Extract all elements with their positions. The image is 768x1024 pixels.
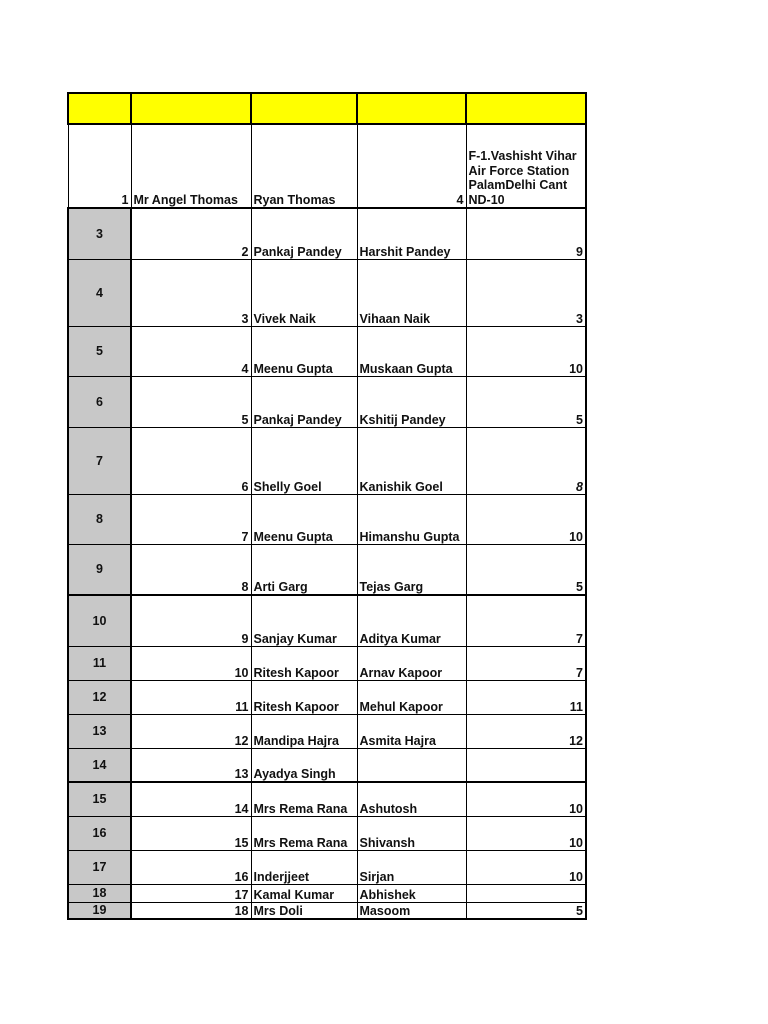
parent-name-cell[interactable]: Meenu Gupta [251,326,357,376]
spreadsheet-table [67,92,587,920]
child-name-cell[interactable]: Abhishek [357,884,466,902]
class-cell[interactable]: 7 [466,595,586,646]
row-header[interactable]: 17 [68,850,131,884]
table-row [68,595,586,646]
parent-name-cell[interactable]: Mandipa Hajra [251,714,357,748]
table-row [68,646,586,680]
address-cell[interactable]: F-1.Vashisht Vihar Air Force Station PalamDelhi Cant ND-10 [466,124,586,208]
class-cell[interactable] [466,884,586,902]
serial-cell[interactable]: 11 [131,680,251,714]
row-header[interactable]: 8 [68,494,131,544]
class-cell[interactable]: 10 [466,850,586,884]
class-cell[interactable]: 10 [466,326,586,376]
header-cell[interactable] [466,93,586,124]
table-row [68,326,586,376]
header-cell[interactable] [251,93,357,124]
parent-name-cell[interactable]: Pankaj Pandey [251,208,357,259]
class-cell[interactable]: 5 [466,544,586,595]
parent-name-cell[interactable]: Vivek Naik [251,259,357,326]
child-name-cell[interactable]: Sirjan [357,850,466,884]
count-cell[interactable]: 4 [357,124,466,208]
row-header[interactable]: 10 [68,595,131,646]
row-header[interactable]: 13 [68,714,131,748]
table-row [68,494,586,544]
class-cell[interactable]: 10 [466,782,586,816]
parent-name-cell[interactable]: Ritesh Kapoor [251,680,357,714]
table-row [68,376,586,427]
row-header[interactable]: 16 [68,816,131,850]
class-cell[interactable]: 5 [466,902,586,919]
row-header[interactable]: 11 [68,646,131,680]
row-header[interactable]: 12 [68,680,131,714]
child-name-cell[interactable]: Aditya Kumar [357,595,466,646]
serial-cell[interactable]: 16 [131,850,251,884]
child-name-cell[interactable]: Asmita Hajra [357,714,466,748]
parent-name-cell[interactable]: Meenu Gupta [251,494,357,544]
parent-name-cell[interactable]: Pankaj Pandey [251,376,357,427]
serial-cell[interactable]: 2 [131,208,251,259]
class-cell[interactable] [466,748,586,782]
table-row [68,884,586,902]
parent-name-cell[interactable]: Ayadya Singh [251,748,357,782]
child-name-cell[interactable]: Mehul Kapoor [357,680,466,714]
class-cell[interactable]: 5 [466,376,586,427]
row-header[interactable]: 7 [68,427,131,494]
serial-cell[interactable]: 9 [131,595,251,646]
class-cell[interactable]: 7 [466,646,586,680]
row-header[interactable]: 4 [68,259,131,326]
table-row [68,124,586,208]
row-header[interactable]: 18 [68,884,131,902]
header-cell[interactable] [357,93,466,124]
table-row [68,714,586,748]
child-name-cell[interactable]: Muskaan Gupta [357,326,466,376]
parent-name-cell[interactable]: Arti Garg [251,544,357,595]
table-row [68,902,586,919]
serial-cell[interactable]: 18 [131,902,251,919]
serial-cell[interactable]: 15 [131,816,251,850]
table-row [68,680,586,714]
row-number-cell[interactable]: 1 [68,124,131,208]
name-cell[interactable]: Ryan Thomas [251,124,357,208]
child-name-cell[interactable]: Arnav Kapoor [357,646,466,680]
table-row [68,544,586,595]
row-header[interactable]: 15 [68,782,131,816]
serial-cell[interactable]: 5 [131,376,251,427]
row-header[interactable]: 6 [68,376,131,427]
table-row [68,816,586,850]
serial-cell[interactable]: 6 [131,427,251,494]
serial-cell[interactable]: 3 [131,259,251,326]
row-header[interactable]: 5 [68,326,131,376]
child-name-cell[interactable]: Himanshu Gupta [357,494,466,544]
serial-cell[interactable]: 14 [131,782,251,816]
child-name-cell[interactable]: Ashutosh [357,782,466,816]
header-cell[interactable] [131,93,251,124]
serial-cell[interactable]: 17 [131,884,251,902]
serial-cell[interactable]: 12 [131,714,251,748]
class-cell[interactable]: 12 [466,714,586,748]
child-name-cell[interactable]: Vihaan Naik [357,259,466,326]
parent-name-cell[interactable]: Mrs Doli [251,902,357,919]
child-name-cell[interactable]: Kanishik Goel [357,427,466,494]
child-name-cell[interactable]: Kshitij Pandey [357,376,466,427]
child-name-cell[interactable]: Masoom [357,902,466,919]
row-header[interactable]: 9 [68,544,131,595]
parent-name-cell[interactable]: Mrs Rema Rana [251,816,357,850]
table-row [68,427,586,494]
class-cell[interactable]: 9 [466,208,586,259]
serial-cell[interactable]: 10 [131,646,251,680]
table-row [68,748,586,782]
class-cell[interactable]: 8 [466,427,586,494]
child-name-cell[interactable]: Harshit Pandey [357,208,466,259]
header-row [68,93,586,124]
header-cell[interactable] [68,93,131,124]
name-cell[interactable]: Mr Angel Thomas [131,124,251,208]
parent-name-cell[interactable]: Ritesh Kapoor [251,646,357,680]
class-cell[interactable]: 10 [466,816,586,850]
row-header[interactable]: 19 [68,902,131,919]
table-row [68,782,586,816]
table-row [68,850,586,884]
class-cell[interactable]: 11 [466,680,586,714]
parent-name-cell[interactable]: Shelly Goel [251,427,357,494]
child-name-cell[interactable] [357,748,466,782]
parent-name-cell[interactable]: Sanjay Kumar [251,595,357,646]
class-cell[interactable]: 3 [466,259,586,326]
table-row [68,208,586,259]
serial-cell[interactable]: 7 [131,494,251,544]
child-name-cell[interactable]: Tejas Garg [357,544,466,595]
child-name-cell[interactable]: Shivansh [357,816,466,850]
table-row [68,259,586,326]
class-cell[interactable]: 10 [466,494,586,544]
row-header[interactable]: 3 [68,208,131,259]
serial-cell[interactable]: 4 [131,326,251,376]
parent-name-cell[interactable]: Kamal Kumar [251,884,357,902]
parent-name-cell[interactable]: Mrs Rema Rana [251,782,357,816]
parent-name-cell[interactable]: Inderjjeet [251,850,357,884]
serial-cell[interactable]: 8 [131,544,251,595]
row-header[interactable]: 14 [68,748,131,782]
serial-cell[interactable]: 13 [131,748,251,782]
